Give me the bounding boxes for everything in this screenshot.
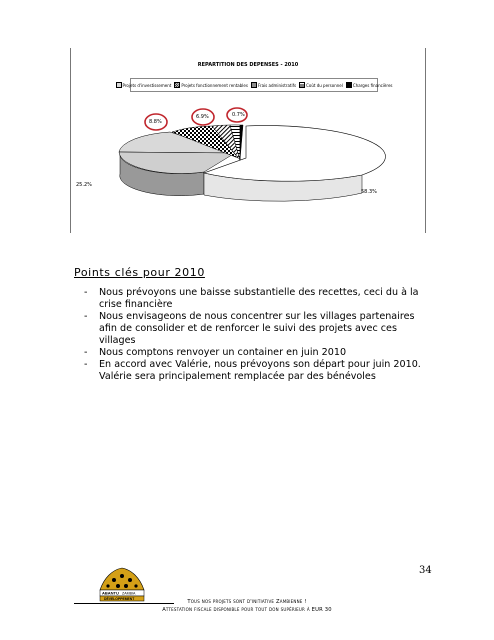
legend-label: Projets fonctionnement rentables (181, 82, 248, 88)
list-item-text: Nous comptons renvoyer un container en juin 2010 (99, 347, 347, 358)
expense-chart (70, 48, 426, 233)
bullet-dash: - (84, 359, 88, 370)
pie-label-administratifs: 6.9% (196, 114, 209, 120)
bullet-dash: - (84, 311, 88, 322)
pie-chart-svg (70, 48, 426, 233)
list-item (84, 287, 424, 311)
chart-title: REPARTITION DES DEPENSES - 2010 (197, 62, 299, 68)
bullet-dash: - (84, 347, 88, 358)
list-item-text: Nous prévoyons une baisse substantielle des recettes, ceci du à la crise financière (99, 287, 419, 310)
list-item (84, 311, 424, 347)
page-number: 34 (419, 565, 432, 576)
legend-label: Frais administratifs (257, 82, 297, 88)
pie-slice-charges (240, 125, 243, 160)
pie-label-personnel: 58.3% (361, 189, 377, 195)
footer-line-2: Attestation fiscale disponible pour tout don supérieur à EUR 30 (162, 607, 332, 613)
legend-label: Coût du personnel (306, 82, 343, 88)
pie-label-fonctionnement: 8.8% (149, 119, 162, 125)
abantu-zambia-logo (98, 560, 146, 604)
key-points-list (84, 287, 424, 383)
section-title: Points clés pour 2010 (74, 266, 205, 279)
pie-label-investissement: 25.2% (76, 182, 92, 188)
bullet-dash: - (84, 287, 88, 298)
list-item-text: Nous envisageons de nous concentrer sur les villages partenaires afin de consolider et de renforcer le suivi des projets avec ces villages (99, 311, 415, 346)
pie-label-charges: 0.7% (232, 112, 245, 118)
list-item (84, 359, 424, 383)
list-item-text: En accord avec Valérie, nous prévoyons son départ pour juin 2010. Valérie sera principalement remplacée par des bénévoles (99, 359, 421, 382)
logo-text-abantu: ABANTU (102, 590, 119, 596)
footer-line-1: Tous nos projets sont d'initiative Zambienne ! (187, 599, 307, 605)
logo-text-developpement: DÉVELOPPEMENT (104, 597, 135, 601)
logo-text-zambia: ZAMBIA (122, 591, 136, 596)
legend-label: Charges financières (352, 82, 393, 88)
legend-label: Projets d'investissement (122, 82, 172, 88)
list-item (84, 347, 424, 359)
